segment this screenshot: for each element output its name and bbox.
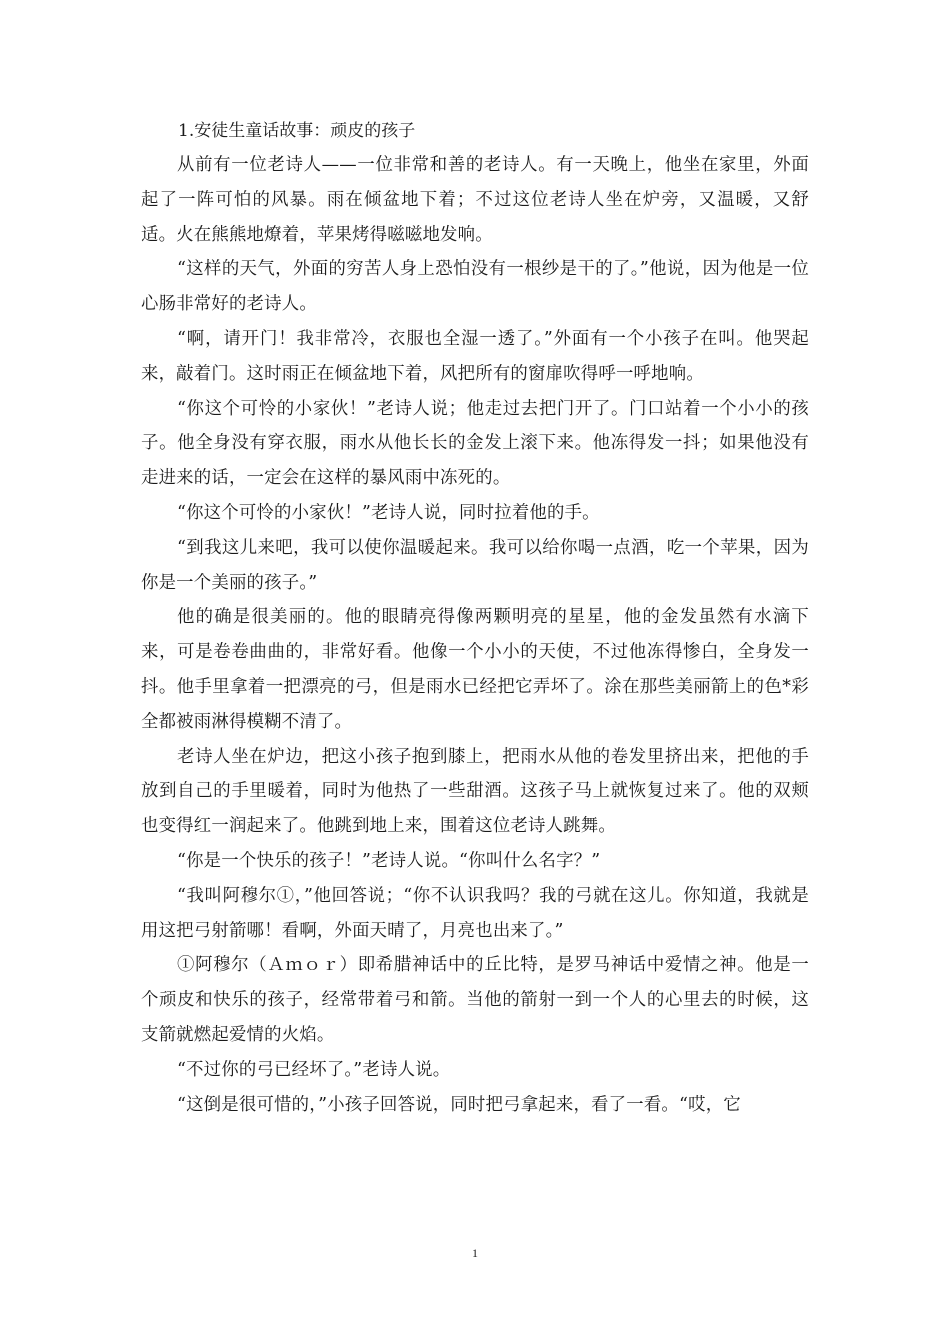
paragraph: “你这个可怜的小家伙！”老诗人说，同时拉着他的手。 [177,502,600,523]
page-number: 1 [472,1246,478,1260]
paragraph: “这倒是很可惜的，”小孩子回答说，同时把弓拿起来，看了一看。“哎，它 [177,1094,741,1115]
paragraph: “你这个可怜的小家伙！”老诗人说；他走过去把门开了。门口站着一个小小的孩子。他全身没有穿衣服，雨水从他长长的金发上滚下来。他冻得发一抖；如果他没有走进来的话，一定会在这样的暴风雨中冻死的。 [141,398,809,489]
paragraph: 老诗人坐在炉边，把这小孩子抱到膝上，把雨水从他的卷发里挤出来，把他的手放到自己的手里暖着，同时为他热了一些甜酒。这孩子马上就恢复过来了。他的双颊也变得红一润起来了。他跳到地上来，围着这位老诗人跳舞。 [141,746,809,837]
document-body [141,114,809,1122]
paragraph: “这样的天气，外面的穷苦人身上恐怕没有一根纱是干的了。”他说，因为他是一位心肠非常好的老诗人。 [141,259,809,315]
footnote-paragraph: ①阿穆尔（Ａｍｏｒ）即希腊神话中的丘比特，是罗马神话中爱情之神。他是一个顽皮和快乐的孩子，经常带着弓和箭。当他的箭射一到一个人的心里去的时候，这支箭就燃起爱情的火焰。 [141,955,809,1045]
paragraph: “不过你的弓已经坏了。”老诗人说。 [177,1059,451,1080]
paragraph: “你是一个快乐的孩子！”老诗人说。“你叫什么名字？” [177,850,601,871]
paragraph: “我叫阿穆尔①，”他回答说；“你不认识我吗？我的弓就在这儿。你知道，我就是用这把弓射箭哪！看啊，外面天晴了，月亮也出来了。” [141,885,809,941]
story-title: 1.安徒生童话故事：顽皮的孩子 [178,121,416,141]
paragraph: 他的确是很美丽的。他的眼睛亮得像两颗明亮的星星，他的金发虽然有水滴下来，可是卷卷曲曲的，非常好看。他像一个小小的天使，不过他冻得惨白，全身发一抖。他手里拿着一把漂亮的弓，但是雨水已经把它弄坏了。涂在那些美丽箭上的色*彩全都被雨淋得模糊不清了。 [141,607,809,732]
paragraph: “到我这儿来吧，我可以使你温暖起来。我可以给你喝一点酒，吃一个苹果，因为你是一个美丽的孩子。” [141,537,809,593]
paragraph: “啊，请开门！我非常冷，衣服也全湿一透了。”外面有一个小孩子在叫。他哭起来，敲着门。这时雨正在倾盆地下着，风把所有的窗扉吹得呼一呼地响。 [141,328,809,384]
paragraph: 从前有一位老诗人——一位非常和善的老诗人。有一天晚上，他坐在家里，外面起了一阵可怕的风暴。雨在倾盆地下着；不过这位老诗人坐在炉旁，又温暖，又舒适。火在熊熊地燎着，苹果烤得嗞嗞地发响。 [141,155,809,245]
